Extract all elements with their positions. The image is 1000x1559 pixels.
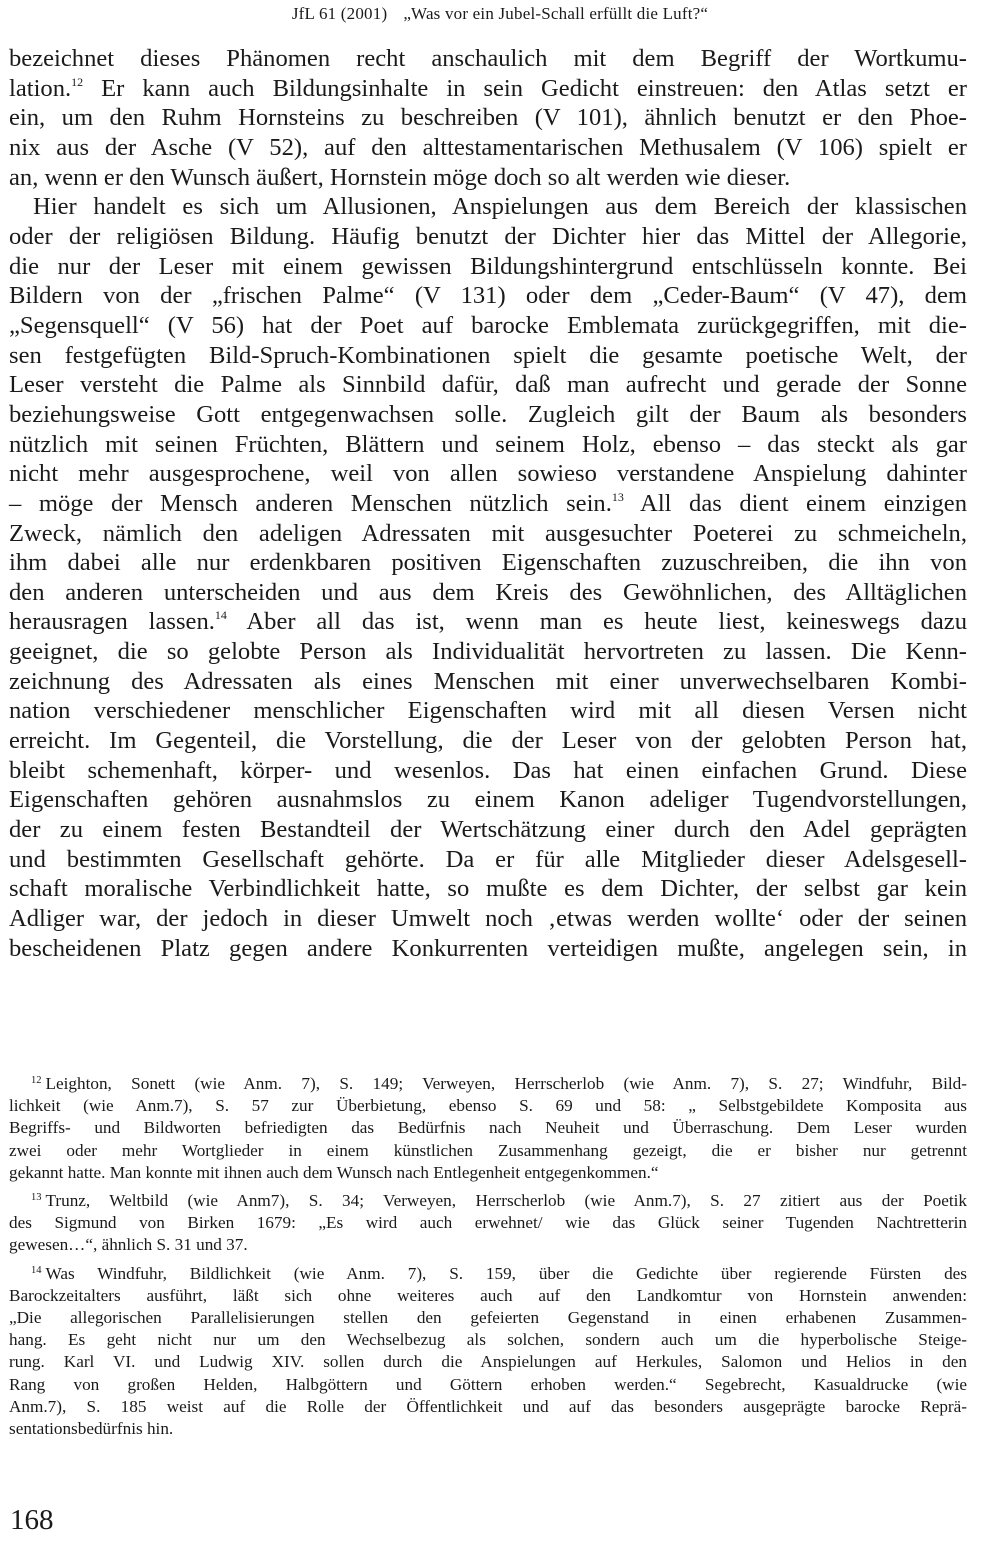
text-line: [9, 607, 967, 637]
text-line: Zweck, nämlich den adeligen Adressaten mit ausgesuchter Poeterei zu schmeicheln,: [9, 519, 967, 547]
text-line: ein, um den Ruhm Hornsteins zu beschreiben (V 101), ähnlich benutzt er den Phoe-: [9, 104, 967, 132]
footnote-line: [9, 1263, 967, 1285]
main-text: [9, 44, 967, 963]
text-line: sen festgefügten Bild-Spruch-Kombinationen spielt die gesamte poetische Welt, der: [9, 341, 967, 369]
text-line: Bildern von der „frischen Palme“ (V 131) oder dem „Ceder-Baum“ (V 47), dem: [9, 282, 967, 310]
text-line: der zu einem festen Bestandteil der Wertschätzung einer durch den Adel geprägten: [9, 816, 967, 844]
text-fragment: herausragen lassen.: [9, 608, 215, 636]
footnote-number: 14: [31, 1264, 42, 1276]
text-fragment: Leighton, Sonett (wie Anm. 7), S. 149; Verweyen, Herrscherlob (wie Anm. 7), S. 27; Windfuhr, Bild-: [45, 1074, 967, 1093]
footnote-line: [9, 1073, 967, 1095]
text-line: Adliger war, der jedoch in dieser Umwelt noch ‚etwas werden wollte‘ oder der seinen: [9, 905, 967, 933]
footnote-14: [9, 1263, 967, 1441]
text-line: Hier handelt es sich um Allusionen, Anspielungen aus dem Bereich der klassischen: [33, 193, 967, 221]
text-line: zeichnung des Adressaten als eines Menschen mit einer unverwechselbaren Kombi-: [9, 667, 967, 695]
text-line: nix aus der Asche (V 52), auf den alttestamentarischen Methusalem (V 106) spielt er: [9, 133, 967, 161]
text-line: Leser versteht die Palme als Sinnbild dafür, daß man aufrecht und gerade der Sonne: [9, 371, 967, 399]
text-fragment: All das dient einem einzigen: [623, 489, 967, 517]
text-fragment: Was Windfuhr, Bildlichkeit (wie Anm. 7), S. 159, über die Gedichte über regierende Fürsten des: [45, 1263, 967, 1283]
text-line: beziehungsweise Gott entgegenwachsen solle. Zugleich gilt der Baum als besonders: [9, 400, 967, 428]
text-line: an, wenn er den Wunsch äußert, Hornstein möge doch so alt werden wie dieser.: [9, 163, 791, 191]
paragraph-1: [9, 44, 967, 192]
text-fragment: lation.: [9, 74, 72, 102]
text-line: geeignet, die so gelobte Person als Individualität hervortreten zu lassen. Die Kenn-: [9, 638, 967, 666]
footnote-ref-12: 12: [71, 74, 84, 89]
footnote-line: Rang von großen Helden, Halbgöttern und Göttern erhoben werden.“ Segebrecht, Kasualdrucke (wie: [9, 1374, 967, 1394]
footnote-line: rung. Karl VI. und Ludwig XIV. sollen durch die Anspielungen auf Herkules, Salomon und Helios in den: [9, 1352, 967, 1372]
footnote-line: zwei oder mehr Wortglieder in einem künstlichen Zusammenhang gezeigt, die er bisher nur getrennt: [9, 1140, 967, 1160]
footnote-line: gekannt hatte. Man konnte mit ihnen auch dem Wunsch nach Entlegenheit entgegenkommen.“: [9, 1162, 659, 1182]
text-line: ihm dabei alle nur erdenkbaren positiven Eigenschaften zuzuschreiben, die ihn von: [9, 549, 967, 577]
footnote-line: des Sigmund von Birken 1679: „Es wird auch erwehnet/ wie das Glück seiner Tugenden Nachtretterin: [9, 1213, 967, 1233]
footnote-line: „Die allegorischen Parallelisierungen stellen den gefeierten Gegenstand in einen erhabenen Zusammen-: [9, 1308, 967, 1328]
footnote-line: [9, 1190, 967, 1212]
footnote-number: 13: [31, 1192, 42, 1204]
text-line: bezeichnet dieses Phänomen recht anschaulich mit dem Begriff der Wortkumu-: [9, 45, 967, 72]
footnotes: [9, 1073, 967, 1446]
footnote-line: Begriffs- und Bildworten befriedigten das Bedürfnis nach Neuheit und Überraschung. Dem Leser wurden: [9, 1118, 967, 1138]
text-fragment: Aber all das ist, wenn man es heute liest, keineswegs dazu: [226, 608, 968, 636]
text-line: nicht mehr ausgesprochene, weil von allen sowieso verstandene Anspielung dahinter: [9, 460, 967, 488]
text-line: den anderen unterscheiden und aus dem Kreis des Gewöhnlichen, des Alltäglichen: [9, 578, 967, 606]
text-line: und bestimmten Gesellschaft gehörte. Da er für alle Mitglieder dieser Adelsgesell-: [9, 845, 967, 873]
text-line: „Segensquell“ (V 56) hat der Poet auf barocke Emblemata zurückgegriffen, mit die-: [9, 311, 967, 339]
footnote-line: Anm.7), S. 185 weist auf die Rolle der Öffentlichkeit und auf das besonders ausgeprägte barocke Reprä-: [9, 1396, 967, 1416]
text-line: erreicht. Im Gegenteil, die Vorstellung, die der Leser von der gelobten Person hat,: [9, 727, 967, 755]
text-line: bescheidenen Platz gegen andere Konkurrenten verteidigen mußte, angelegen sein, in: [9, 934, 967, 962]
footnote-line: Barockzeitalters ausführt, läßt sich ohne weiteres auch auf den Landkomtur von Hornstein anwenden:: [9, 1285, 967, 1305]
footnote-ref-13: 13: [611, 489, 624, 504]
text-line: nation verschiedener menschlicher Eigenschaften wird mit all diesen Versen nicht: [9, 697, 967, 725]
footnote-line: sentationsbedürfnis hin.: [9, 1419, 174, 1439]
footnote-line: lichkeit (wie Anm.7), S. 57 zur Überbietung, ebenso S. 69 und 58: „ Selbstgebildete Komposita aus: [9, 1096, 967, 1116]
text-fragment: Trunz, Weltbild (wie Anm7), S. 34; Verweyen, Herrscherlob (wie Anm.7), S. 27 zitiert aus der Poetik: [45, 1191, 967, 1211]
footnote-13: [9, 1190, 967, 1257]
paragraph-2: [9, 192, 967, 963]
article-title: „Was vor ein Jubel-Schall erfüllt die Luft?“: [403, 4, 709, 23]
text-line: oder der religiösen Bildung. Häufig benutzt der Dichter hier das Mittel der Allegorie,: [9, 222, 967, 250]
footnote-line: hang. Es geht nicht nur um den Wechselbezug als solchen, sondern auch um die hyperbolische Steige-: [9, 1330, 967, 1350]
text-fragment: – möge der Mensch anderen Menschen nützlich sein.: [9, 489, 612, 517]
page-number: 168: [10, 1504, 54, 1536]
footnote-12: [9, 1073, 967, 1184]
text-line: die nur der Leser mit einem gewissen Bildungshintergrund entschlüsseln konnte. Bei: [9, 252, 967, 280]
text-line: schaft moralische Verbindlichkeit hatte, so mußte es dem Dichter, der selbst gar kein: [9, 875, 967, 903]
footnote-ref-14: 14: [214, 608, 227, 623]
text-line: [9, 489, 967, 519]
text-line: nützlich mit seinen Früchten, Blättern und seinem Holz, ebenso – das steckt als gar: [9, 430, 967, 458]
running-header: [0, 4, 1000, 24]
text-line: bleibt schemenhaft, körper- und wesenlos. Das hat einen einfachen Grund. Diese: [9, 756, 967, 784]
text-line: [9, 74, 967, 104]
footnote-number: 12: [31, 1075, 42, 1086]
text-fragment: Er kann auch Bildungsinhalte in sein Gedicht einstreuen: den Atlas setzt er: [83, 74, 967, 102]
footnote-line: gewesen…“, ähnlich S. 31 und 37.: [9, 1235, 248, 1255]
text-line: Eigenschaften gehören ausnahmslos zu einem Kanon adeliger Tugendvorstellungen,: [9, 786, 967, 814]
journal-reference: JfL 61 (2001): [291, 4, 388, 23]
